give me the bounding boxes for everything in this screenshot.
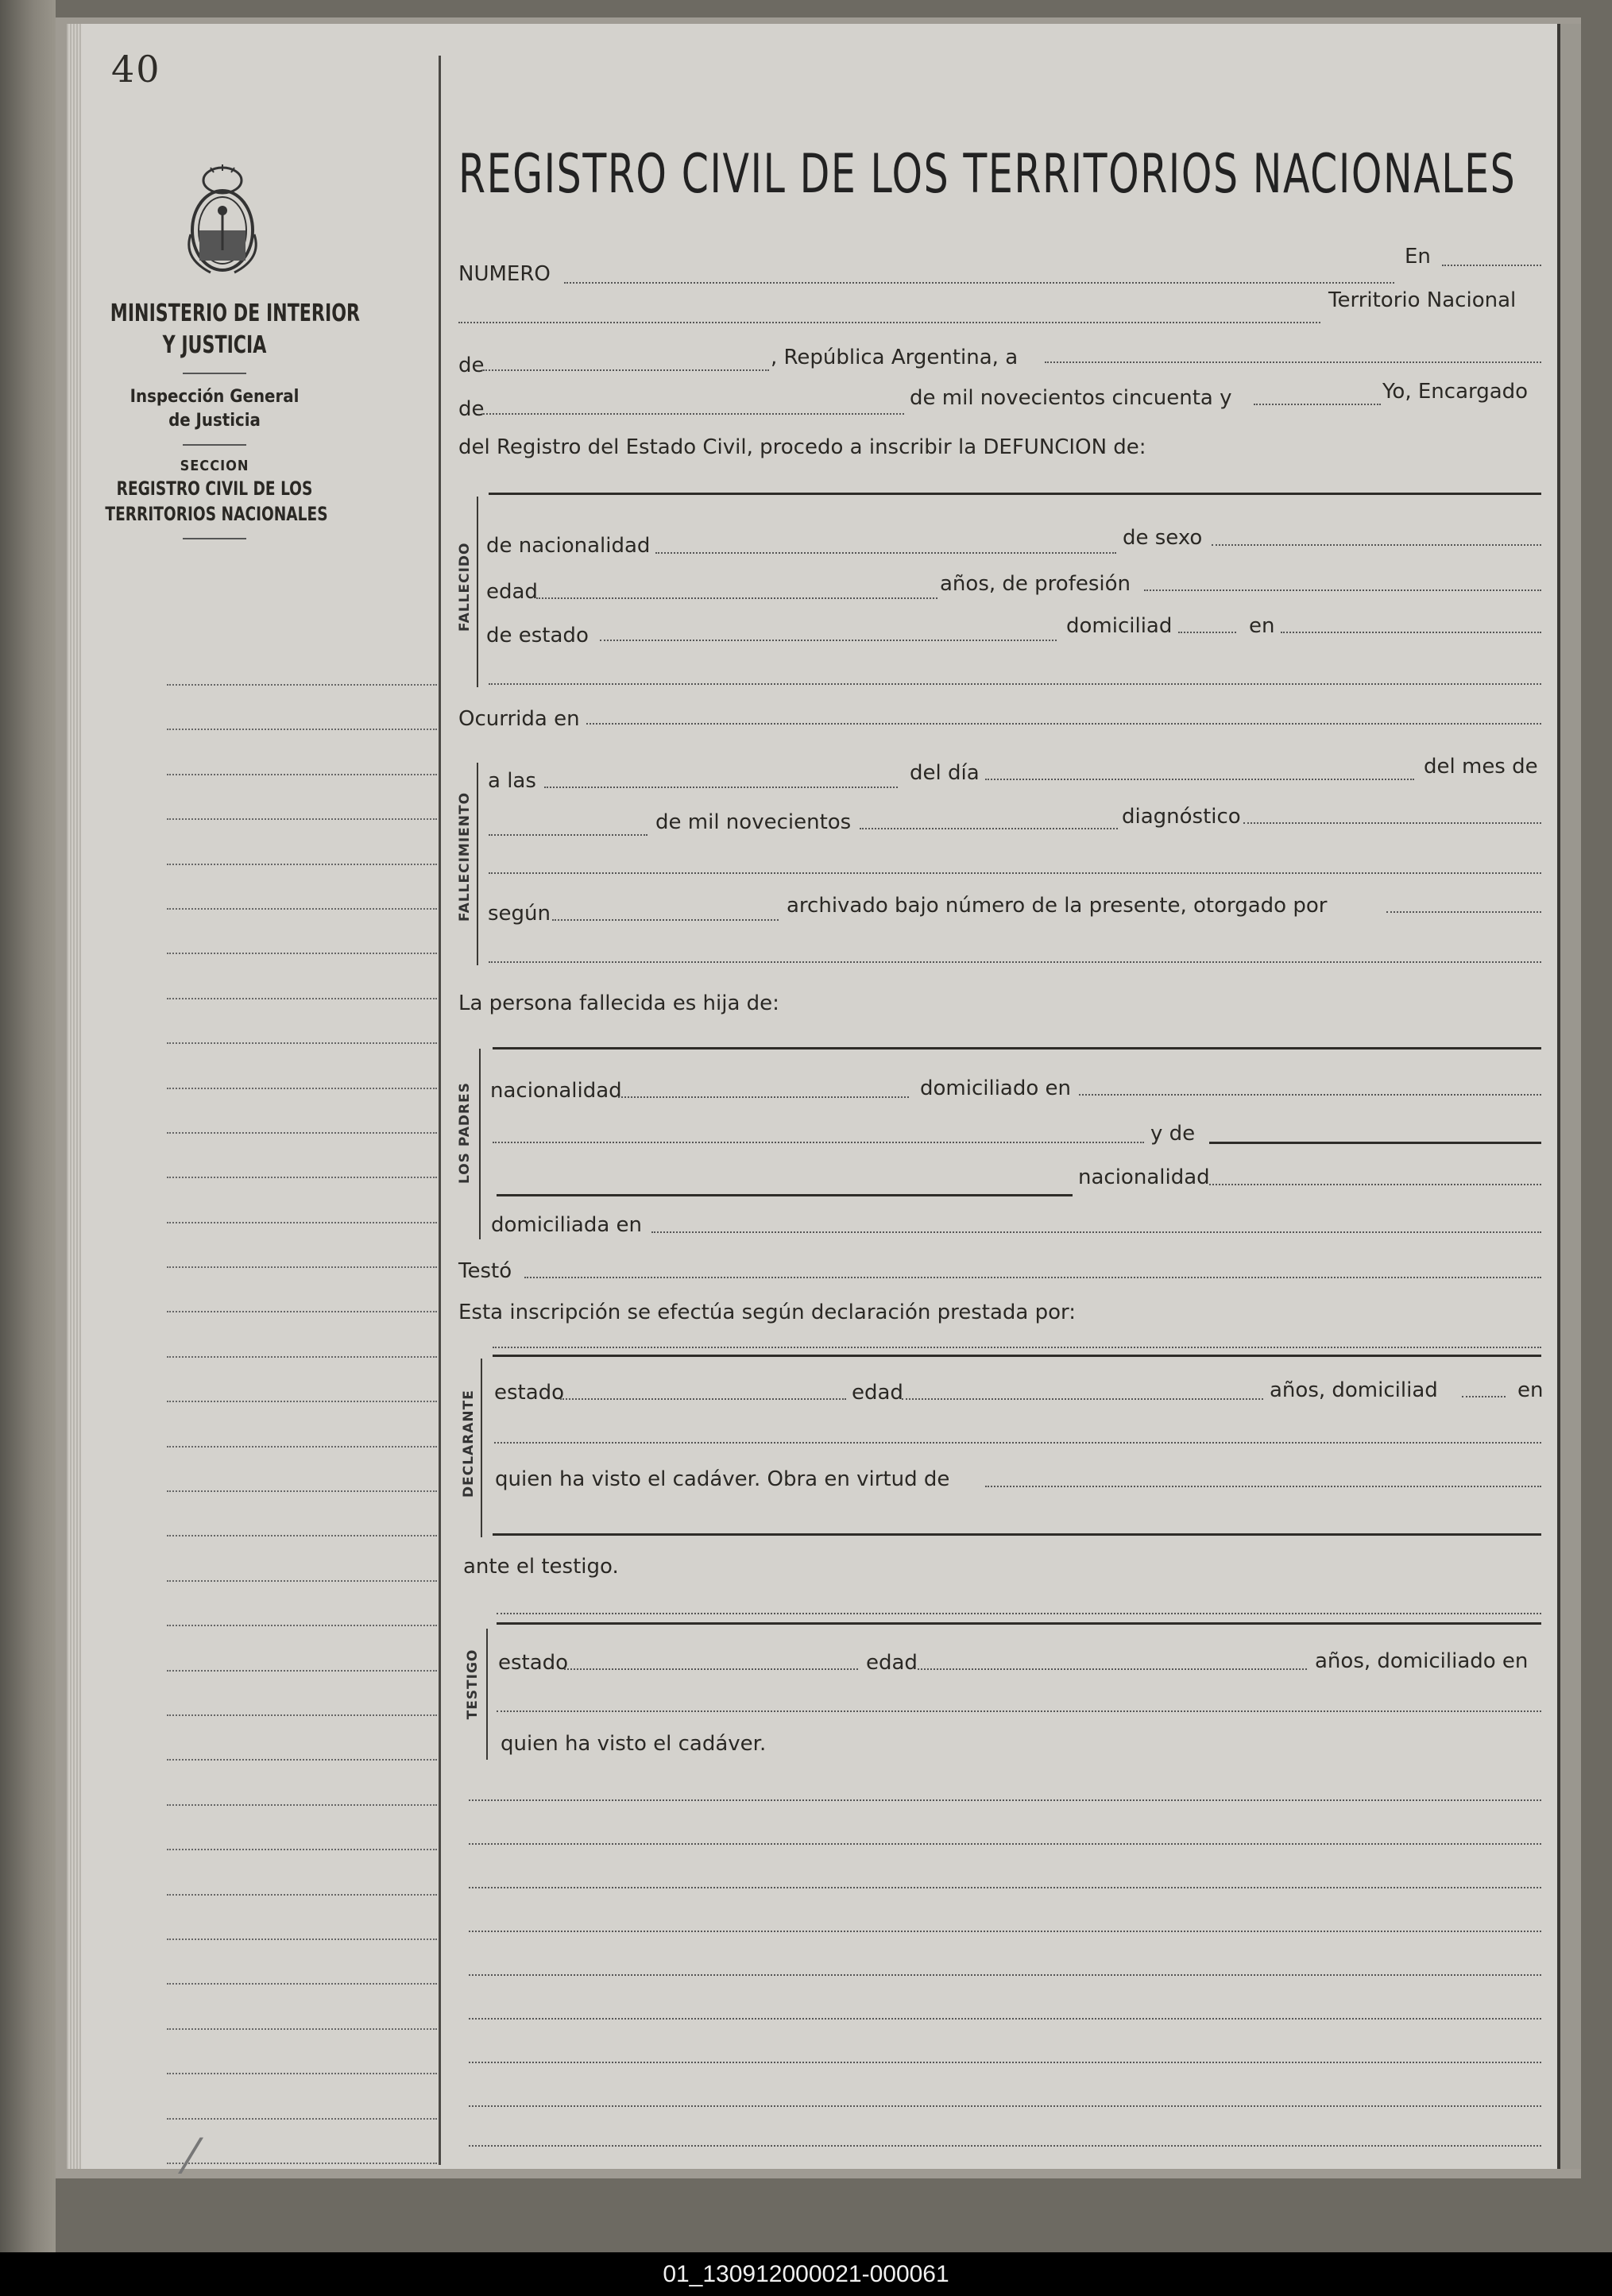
testigo-name-line: [497, 1622, 1541, 1625]
madre-name-line: [1209, 1142, 1541, 1144]
declarante-label: DECLARANTE: [461, 1390, 477, 1498]
ocurrida-field: [586, 723, 1541, 725]
testigo-edad-field: [918, 1668, 1307, 1670]
y-de-label: y de: [1150, 1122, 1196, 1146]
edad-label: edad: [866, 1651, 918, 1675]
diagnostico-line2: [489, 872, 1541, 874]
de2-field: [483, 413, 904, 415]
fallecimiento-label: FALLECIMIENTO: [457, 791, 473, 922]
edad-label: edad: [852, 1381, 903, 1405]
ante-label: ante el testigo.: [463, 1555, 619, 1579]
blank-line: [469, 1799, 1541, 1801]
page-number: 40: [111, 48, 161, 91]
madre-name-line2: [497, 1194, 1073, 1196]
en-field: [1442, 265, 1541, 266]
blank-line: [469, 2105, 1541, 2107]
domiciliado-label: domiciliado en: [920, 1076, 1072, 1100]
fallecimiento-bracket: [477, 763, 478, 965]
divider: [183, 444, 246, 446]
diagnostico-field: [1243, 822, 1541, 824]
numero-field: [564, 282, 1394, 284]
registro-label: del Registro del Estado Civil, procedo a inscribir la DEFUNCION de:: [458, 435, 1146, 459]
nacionalidad-field: [655, 552, 1116, 554]
estado-label: de estado: [486, 624, 589, 647]
madre-nacionalidad-field: [1209, 1184, 1541, 1185]
blank-line: [469, 2062, 1541, 2063]
testigo-bracket: [486, 1629, 488, 1760]
nacionalidad-label: nacionalidad: [490, 1079, 622, 1103]
declarante-edad-field: [902, 1398, 1263, 1400]
en-label: en: [1517, 1378, 1544, 1402]
testigo-label: TESTIGO: [465, 1649, 481, 1720]
en-label: En: [1405, 245, 1431, 269]
mil-label: de mil novecientos cincuenta y: [910, 386, 1232, 410]
anio-field: [1254, 404, 1381, 405]
dia-field: [985, 779, 1414, 780]
testigo-estado-field: [564, 1668, 858, 1670]
estado-field: [600, 640, 1057, 641]
blank-line: [469, 2018, 1541, 2020]
sexo-label: de sexo: [1123, 526, 1203, 550]
margin-note-lines: [167, 683, 437, 2206]
otorgado-field: [1386, 911, 1541, 913]
domicilio-field: [1281, 632, 1541, 633]
mil-label: de mil novecientos: [655, 810, 852, 834]
profesion-field: [1144, 589, 1541, 591]
estado-label: estado: [494, 1381, 565, 1405]
de-label: de: [458, 354, 485, 377]
declarante-estado-field: [560, 1398, 846, 1400]
right-border-rule: [1557, 24, 1560, 2169]
inspection-line1: Inspección General: [130, 387, 300, 407]
padre-domicilio-field: [1079, 1094, 1541, 1096]
testigo-line-top: [497, 1613, 1541, 1614]
blank-line: [469, 1974, 1541, 1976]
declarante-bottom-line: [493, 1533, 1541, 1536]
padre-domicilio-line2: [493, 1142, 1144, 1143]
divider: [183, 373, 246, 374]
del-mes-label: del mes de: [1424, 755, 1538, 779]
nacionalidad2-label: nacionalidad: [1078, 1165, 1210, 1189]
numero-label: NUMERO: [458, 262, 551, 286]
segun-label: según: [488, 902, 551, 926]
quien-label: quien ha visto el cadáver. Obra en virtud de: [495, 1467, 950, 1491]
domiciliada-label: domiciliada en: [491, 1213, 643, 1237]
testigo-domicilio-field: [497, 1710, 1541, 1712]
padre-name-line: [493, 1047, 1541, 1049]
sexo-field: [1212, 544, 1541, 546]
declarante-name-line: [493, 1355, 1541, 1357]
anos-label: años, domiciliado en: [1315, 1649, 1529, 1673]
padres-label: LOS PADRES: [457, 1082, 473, 1184]
de2-label: de: [458, 397, 485, 421]
testo-field: [524, 1277, 1541, 1278]
padre-nacionalidad-field: [618, 1096, 909, 1098]
fecha-field: [1045, 361, 1541, 363]
madre-domicilio-field: [651, 1231, 1541, 1233]
nacionalidad-label: de nacionalidad: [486, 534, 651, 558]
republica-label: , República Argentina, a: [771, 346, 1019, 369]
blank-line: [469, 1931, 1541, 1932]
segun-field: [552, 919, 779, 921]
ministry-line1: MINISTERIO DE INTERIOR: [110, 300, 361, 327]
archivado-label: archivado bajo número de la presente, otorgado por: [787, 894, 1328, 918]
edad-field: [536, 597, 937, 599]
binder-right: [1560, 24, 1581, 2169]
quien-label: quien ha visto el cadáver.: [501, 1732, 767, 1756]
testo-label: Testó: [458, 1259, 512, 1283]
ministry-block: [87, 298, 361, 551]
hija-label: La persona fallecida es hija de:: [458, 991, 779, 1015]
anos-label: años, domiciliad: [1270, 1378, 1438, 1402]
blank-line: [469, 1843, 1541, 1845]
domiciliad-field: [1178, 632, 1236, 633]
form-title: REGISTRO CIVIL DE LOS TERRITORIOS NACIONALES: [458, 143, 1517, 206]
handwritten-mark: ⁄: [187, 2129, 195, 2185]
ocurrida-label: Ocurrida en: [458, 707, 580, 731]
diagnostico-label: diagnóstico: [1122, 805, 1241, 829]
mes-field: [489, 834, 648, 836]
obra-field: [985, 1486, 1541, 1487]
margin-divider: [439, 56, 441, 2165]
padres-bracket: [479, 1049, 481, 1239]
page-stack: [67, 24, 81, 2169]
fallecido-name-line: [489, 493, 1541, 495]
territorio-label: Territorio Nacional: [1328, 288, 1517, 312]
ministry-line2: Y JUSTICIA: [162, 331, 267, 359]
section-label: SECCION: [180, 458, 249, 474]
inscripcion-label: Esta inscripción se efectúa según declaración prestada por:: [458, 1301, 1077, 1324]
divider: [183, 538, 246, 539]
hora-field: [544, 787, 898, 788]
declarante-domiciliad-field: [1462, 1396, 1506, 1397]
declarante-domicilio-field: [494, 1442, 1541, 1444]
de-field: [483, 369, 769, 371]
fallecimiento-extra-line: [489, 961, 1541, 963]
fallecido-extra-line: [489, 683, 1541, 685]
a-las-label: a las: [488, 769, 536, 793]
en-label: en: [1249, 614, 1275, 638]
registry-line1: REGISTRO CIVIL DE LOS: [116, 477, 313, 500]
binder-spine: [0, 0, 56, 2252]
edad-label: edad: [486, 580, 538, 604]
fallecido-label: FALLECIDO: [457, 542, 473, 632]
yo-label: Yo, Encargado: [1382, 380, 1529, 404]
blank-line: [469, 1887, 1541, 1888]
territorio-field: [458, 322, 1320, 323]
estado-label: estado: [498, 1651, 569, 1675]
domiciliad-label: domiciliad: [1066, 614, 1173, 638]
blank-line: [469, 2145, 1541, 2147]
registry-line2: TERRITORIOS NACIONALES: [105, 503, 328, 525]
anio-field: [860, 828, 1118, 829]
fallecido-bracket: [477, 497, 478, 687]
del-dia-label: del día: [910, 761, 980, 785]
image-id-footer: 01_130912000021-000061: [0, 2252, 1612, 2296]
inspection-line2: de Justicia: [168, 411, 261, 431]
declarante-bracket: [481, 1359, 482, 1537]
coat-of-arms-icon: [179, 163, 266, 278]
declarante-line-top: [493, 1347, 1541, 1348]
anos-label: años, de profesión: [940, 572, 1131, 596]
